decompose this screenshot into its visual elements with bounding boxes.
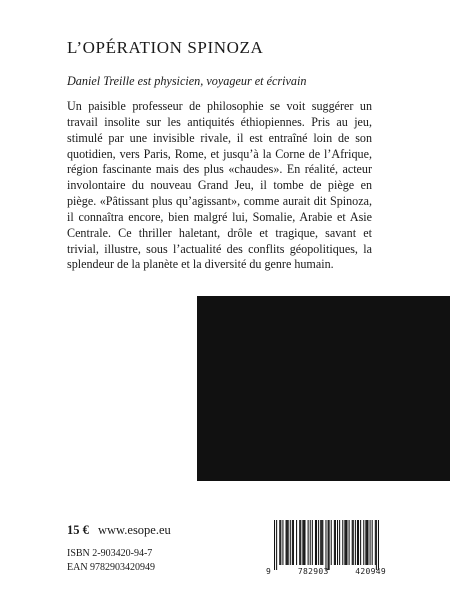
back-cover-blurb: Un paisible professeur de philosophie se voit suggérer un travail insolite sur les antiquités éthiopiennes. Pris au jeu, stimulé par une invisible rivale, il est entraîné loin de son quotidien, vers Paris, Rome, et jusqu’à la Corne de l’Afrique, région fascinante mais des plus «chaudes». En réalité, acteur involontaire du nouveau Grand Jeu, il tombe de piège en piège. «Pâtissant plus qu’agissant», comme aurait dit Spinoza, il connaîtra encore, bien malgré lui, Somalie, Arabie et Asie Centrale. Ce thriller haletant, drôle et tragique, savant et trivial, illustre, sous l’actualité des conflits géopolitiques, la splendeur de la planète et la diversité du genre humain.: [67, 99, 372, 272]
barcode-bar: [292, 520, 293, 565]
price: 15 €: [67, 523, 89, 537]
barcode-digits: [266, 567, 386, 576]
barcode-bar: [286, 520, 287, 565]
barcode-bar: [355, 520, 356, 565]
barcode-bar: [322, 520, 323, 565]
barcode-bar: [335, 520, 336, 565]
barcode-bar: [312, 520, 313, 565]
barcode-bar: [337, 520, 338, 565]
barcode-bar: [331, 520, 332, 565]
barcode-bar: [299, 520, 300, 565]
barcode-bar: [365, 520, 366, 565]
barcode-bar: [370, 520, 371, 565]
barcode-bar: [279, 520, 280, 565]
barcode-bar: [282, 520, 283, 565]
barcode-bar: [320, 520, 321, 565]
barcode-bar: [316, 520, 317, 565]
barcode-bar: [308, 520, 309, 565]
barcode-bar: [352, 520, 353, 565]
barcode-bar: [325, 520, 326, 570]
barcode-bar: [378, 520, 379, 570]
barcode-bar: [339, 520, 340, 565]
barcode-bar: [349, 520, 350, 565]
barcode-bar: [302, 520, 303, 565]
barcode-bar: [296, 520, 297, 565]
barcode-bar: [276, 520, 277, 570]
barcode-bar: [346, 520, 347, 565]
barcode-bar: [376, 520, 377, 570]
barcode-bar: [318, 520, 319, 565]
barcode-bar: [358, 520, 359, 565]
barcode-bar: [366, 520, 367, 565]
barcode-digits-right: 420949: [355, 567, 386, 576]
barcode-bar: [357, 520, 358, 565]
barcode-bar: [329, 520, 330, 570]
ean-barcode: [266, 520, 386, 578]
barcode-bar: [363, 520, 364, 565]
barcode-digits-left: 782903: [297, 567, 329, 576]
barcode-bar: [344, 520, 345, 565]
ean-number: EAN 9782903420949: [67, 562, 156, 573]
barcode-bars: [266, 520, 386, 570]
barcode-bar: [345, 520, 346, 565]
price-line: [67, 523, 171, 538]
book-title: L’OPÉRATION SPINOZA: [67, 38, 264, 57]
barcode-bar: [375, 520, 376, 565]
barcode-bar: [287, 520, 288, 565]
author-subtitle: Daniel Treille est physicien, voyageur et écrivain: [67, 74, 307, 88]
barcode-bar: [328, 520, 329, 570]
barcode-bar: [303, 520, 304, 565]
barcode-bar: [293, 520, 294, 565]
black-image-block: [197, 296, 450, 481]
barcode-bar: [342, 520, 343, 565]
barcode-bar: [280, 520, 281, 565]
barcode-bar: [367, 520, 368, 565]
barcode-bar: [310, 520, 311, 565]
publisher-website: www.esope.eu: [98, 523, 171, 537]
barcode-bar: [290, 520, 291, 565]
barcode-bar: [315, 520, 316, 565]
barcode-digit-lead: 9: [266, 567, 272, 576]
barcode-bar: [334, 520, 335, 565]
barcode-bar: [372, 520, 373, 565]
barcode-bar: [274, 520, 275, 570]
barcode-bar: [304, 520, 305, 565]
isbn-number: ISBN 2-903420-94-7: [67, 548, 153, 559]
barcode-bar: [360, 520, 361, 565]
barcode-bar: [288, 520, 289, 565]
barcode-bar: [300, 520, 301, 565]
barcode-bar: [321, 520, 322, 565]
barcode-bar: [353, 520, 354, 565]
